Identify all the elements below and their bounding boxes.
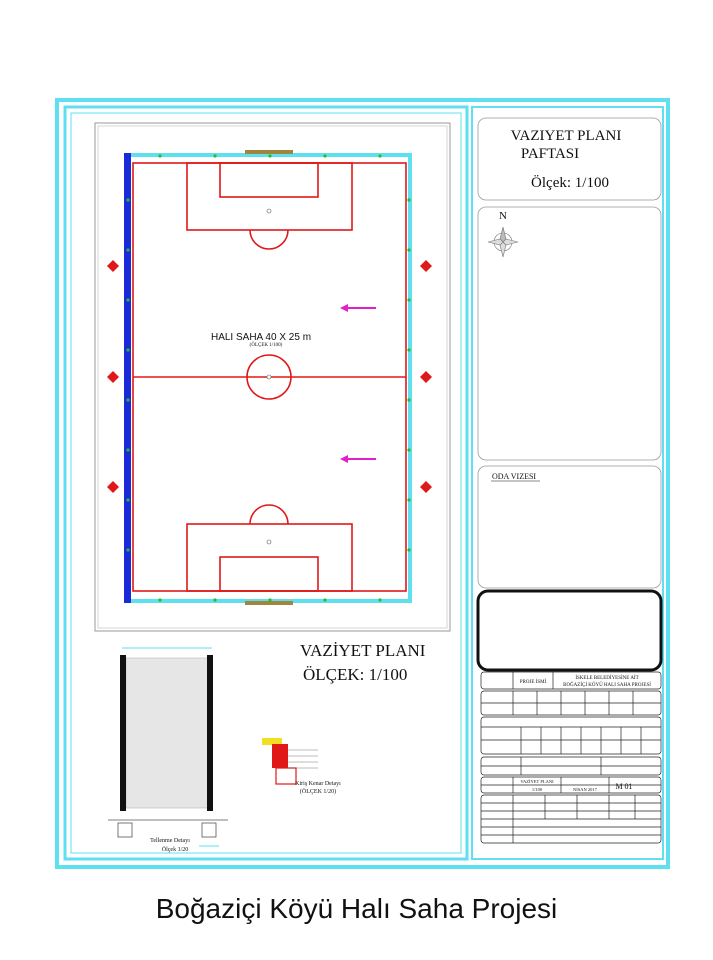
title-block-heading-line1: VAZIYET PLANI [510,128,622,144]
side-wall [124,153,131,603]
project-name-label: PROJE İSMİ [519,680,547,685]
curb-detail [262,738,318,784]
sheet-scale-value: 1/100 [531,787,543,792]
penalty-spot-top [267,209,271,213]
fence-detail-label: Tellenme Detayı [150,838,190,844]
curb-detail-scale: (ÖLÇEK 1/20) [299,789,337,795]
field-label: HALI SAHA 40 X 25 m [210,332,312,343]
goal-bottom [245,601,293,605]
title-block-scale: Ölçek: 1/100 [531,175,609,191]
goal-top [245,150,293,154]
project-caption: Boğaziçi Köyü Halı Saha Projesi [155,893,558,924]
title-block-table [481,672,661,843]
title-block-heading-line2: PAFTASI [520,146,580,162]
stamp-box [478,591,661,670]
sheet-name-value: VAZİYET PLANI [520,779,554,784]
north-label: N [499,210,507,222]
fence-detail-scale: Ölçek 1/20 [161,847,189,853]
plan-title: VAZİYET PLANI [300,641,426,660]
center-spot [267,375,271,379]
penalty-spot-bottom [267,540,271,544]
oda-vizesi-label: ODA VIZESI [492,472,537,481]
plan-scale: ÖLÇEK: 1/100 [303,665,408,684]
sheet-date-value: NİSAN 2017 [573,787,597,792]
curb-detail-label: Kiriş Kenar Detayı [295,781,341,787]
fence-detail [108,648,228,846]
client-line2: BOĞAZİÇİ KÖYÜ HALI SAHA PROJESİ [563,683,651,688]
oda-vizesi-box [478,466,661,588]
client-line1: İSKELE BELEDİYESİNE AİT [575,676,639,681]
field-scale: (ÖLÇEK 1/100) [249,343,283,348]
sheet-number-value: M 01 [615,782,633,791]
